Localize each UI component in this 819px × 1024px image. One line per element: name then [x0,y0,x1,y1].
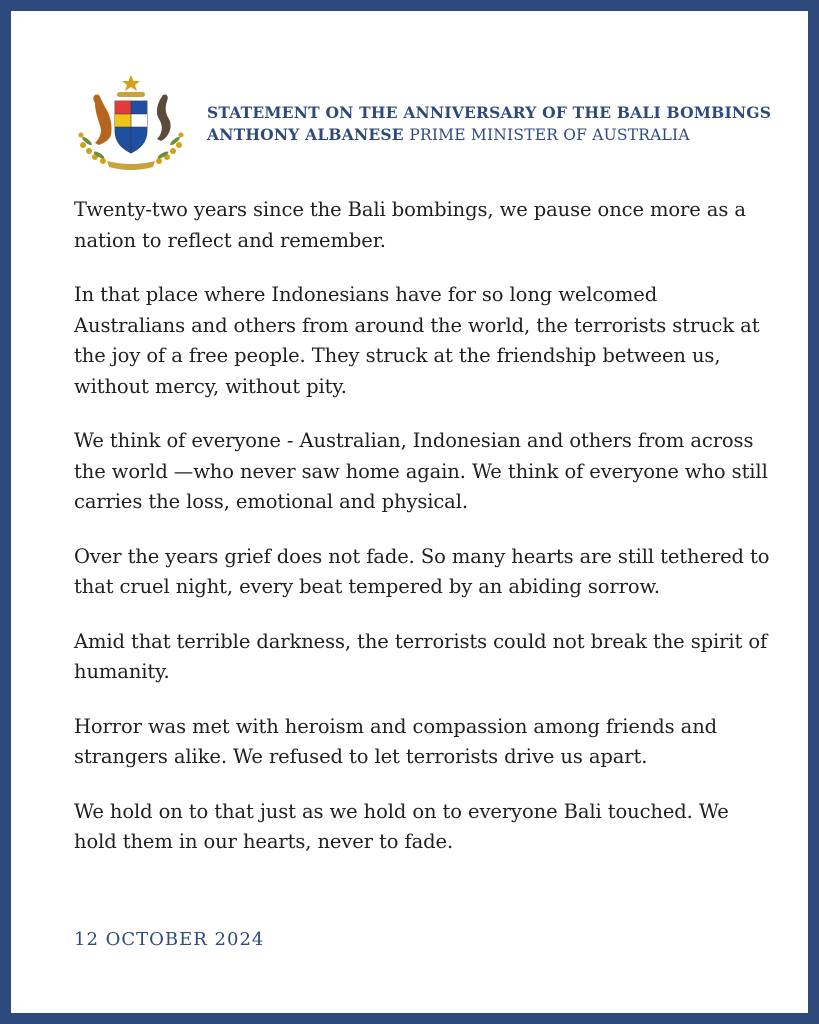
author-line [207,124,771,146]
statement-page [11,11,808,1013]
statement-header [73,73,771,175]
paragraph: We think of everyone - Australian, Indonesian and others from across the world —who never saw home again. We think of everyone who still carries the loss, emotional and physical. [74,429,768,513]
paragraph: Horror was met with heroism and compassion among friends and strangers alike. We refused to let terrorists drive us apart. [74,714,718,768]
statement-date: 12 OCTOBER 2024 [74,929,265,950]
paragraph: Amid that terrible darkness, the terrorists could not break the spirit of humanity. [74,629,768,683]
paragraph: We hold on to that just as we hold on to everyone Bali touched. We hold them in our hearts, never to fade. [74,799,729,853]
author-role: PRIME MINISTER OF AUSTRALIA [409,126,690,144]
author-name: ANTHONY ALBANESE [207,125,404,144]
paragraph: In that place where Indonesians have for so long welcomed Australians and others from around the world, the terrorists struck at the joy of a free people. They struck at the friendship between us, without mercy, without pity. [74,283,760,398]
paragraph: Over the years grief does not fade. So many hearts are still tethered to that cruel night, every beat tempered by an abiding sorrow. [74,544,770,598]
statement-titles [207,102,771,146]
paragraph: Twenty-two years since the Bali bombings, we pause once more as a nation to reflect and remember. [74,198,746,252]
statement-body [74,195,774,882]
australian-coat-of-arms-icon [73,73,189,175]
statement-title: STATEMENT ON THE ANNIVERSARY OF THE BALI BOMBINGS [207,103,772,122]
